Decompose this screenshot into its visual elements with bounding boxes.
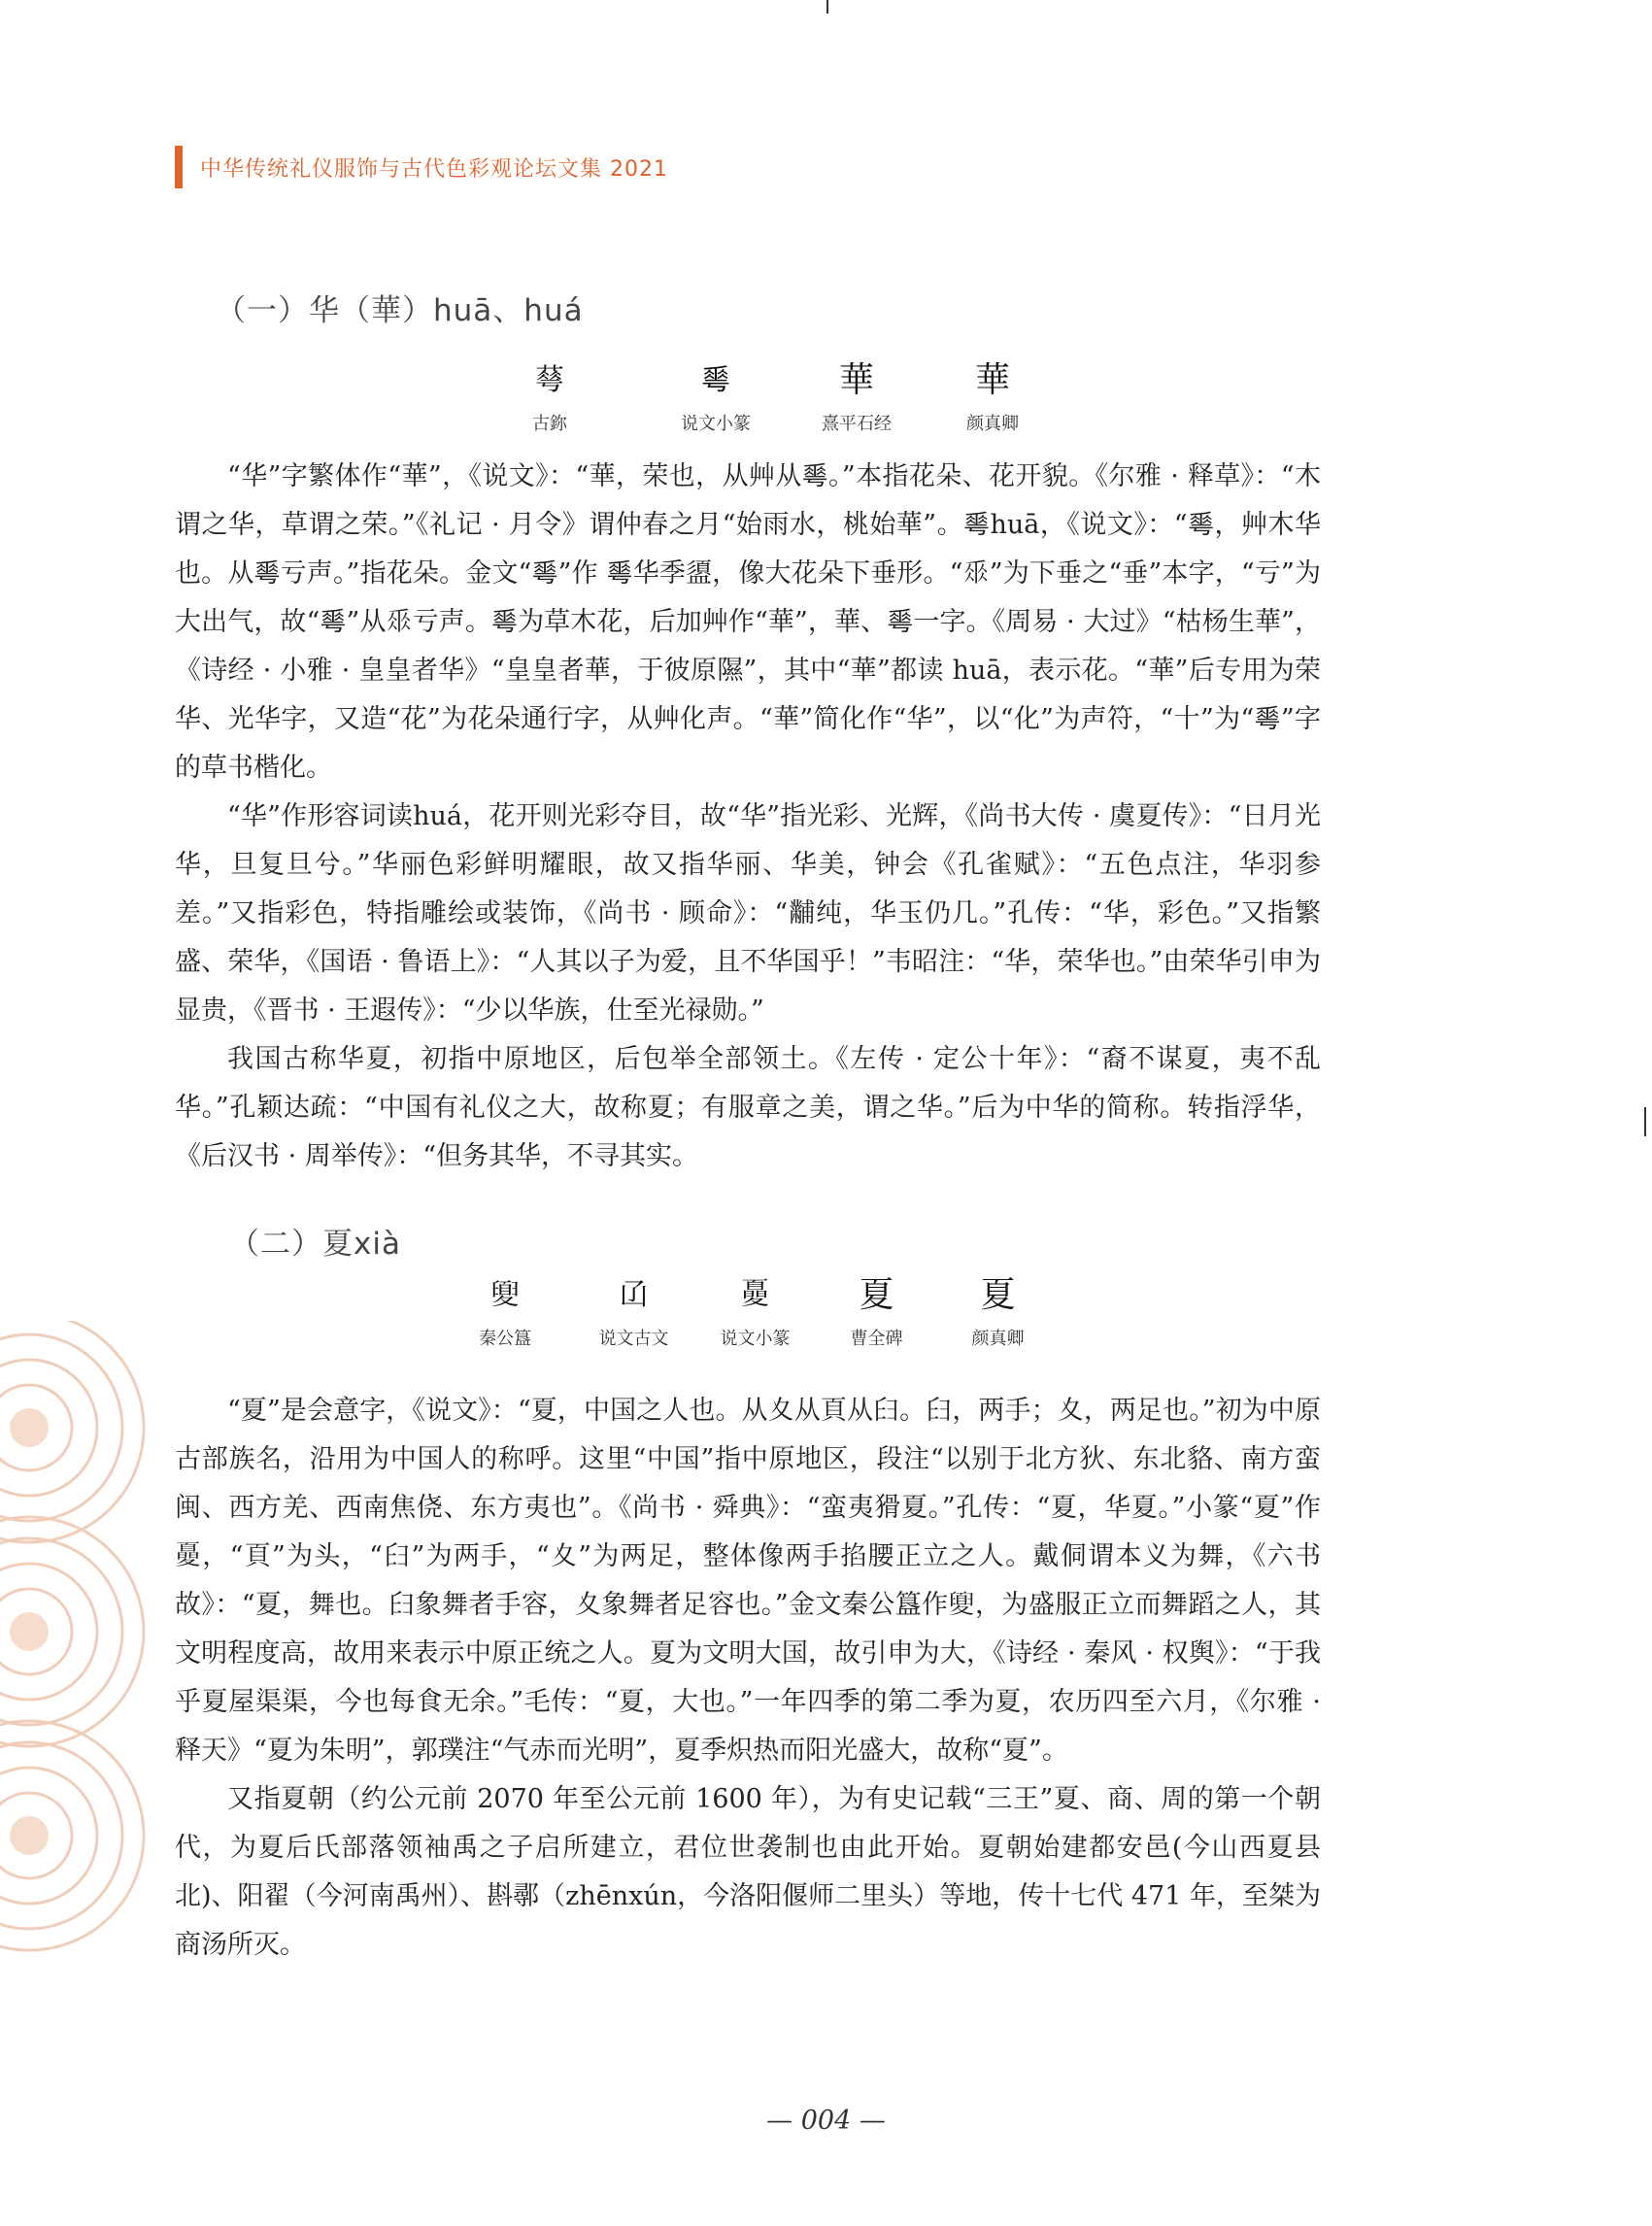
glyph-label: 熹平石经 [822,414,892,434]
section-body-xia [175,1387,1321,1970]
glyph-char: 𠙶 [619,1278,649,1312]
glyph-label: 说文古文 [598,1329,669,1349]
decorative-circle-ornaments [0,1321,155,2098]
paragraph: 我国古称华夏，初指中原地区，后包举全部领土。《左传 · 定公十年》：“裔不谋夏，夷不乱华。”孔颖达疏：“中国有礼仪之大，故称夏；有服章之美，谓之华。”后为中华的简称。转指浮华，《后汉书 · 周举传》：“但务其华，不寻其实。 [175,1044,1321,1171]
glyph-label: 古鉨 [532,414,567,434]
header-accent-bar [175,146,183,188]
page-number: — 004 — [766,2106,886,2136]
glyph-label: 说文小篆 [681,414,751,434]
running-header [175,146,668,188]
glyph-char: 華 [838,360,874,400]
glyph-item [789,357,925,435]
paragraph: “华”作形容词读huá，花开则光彩夺目，故“华”指光彩、光辉，《尚书大传 · 虞夏传》：“日月光华，旦复旦兮。”华丽色彩鲜明耀眼，故又指华丽、华美，钟会《孔雀赋》：“五色点注，华羽参差。”又指彩色，特指雕绘或装饰，《尚书 · 顾命》：“黼纯，华玉仍几。”孔传：“华，彩色。”又指繁盛、荣华，《国语 · 鲁语上》：“人其以子为爱，且不华国乎！”韦昭注：“华，荣华也。”由荣华引申为显贵，《晋书 · 王遐传》：“少以华族，仕至光禄勋。” [175,801,1321,1026]
glyph-label: 颜真卿 [966,414,1019,434]
glyph-item [515,357,585,435]
glyph-item [816,1272,937,1350]
paragraph: 又指夏朝（约公元前 2070 年至公元前 1600 年），为有史记载“三王”夏、商、周的第一个朝代，为夏后氏部落领袖禹之子启所建立，君位世袭制也由此开始。夏朝始建都安邑(今山西夏县北)、阳翟（今河南禹州）、斟鄩（zhēnxún，今洛阳偃师二里头）等地，传十七代 471 年，至桀为商汤所灭。 [175,1784,1321,1960]
paragraph: “华”字繁体作“華”，《说文》：“華，荣也，从艸从𠌶。”本指花朵、花开貌。《尔雅 · 释草》：“木谓之华，草谓之荣。”《礼记 · 月令》谓仲春之月“始雨水，桃始華”。𠌶huā，《说文》：“𠌶，艸木华也。从𠌶亏声。”指花朵。金文“𠌶”作 𠌶华季盨，像大花朵下垂形。“𠂹”为下垂之“垂”本字，“亏”为大出气，故“𠌶”从𠂹亏声。𠌶为草木花，后加艸作“華”，華、𠌶一字。《周易 · 大过》“枯杨生華”，《诗经 · 小雅 · 皇皇者华》“皇皇者華，于彼原隰”，其中“華”都读 huā，表示花。“華”后专用为荣华、光华字，又造“花”为花朵通行字，从艸化声。“華”简化作“华”，以“化”为声符，“十”为“𠌶”字的草书楷化。 [175,461,1321,783]
top-crop-mark [826,0,828,14]
glyph-row-xia [466,1272,1059,1350]
glyph-item [937,1272,1059,1350]
glyph-label: 说文小篆 [720,1329,791,1349]
right-crop-mark [1644,1107,1646,1136]
glyph-item [925,357,1061,435]
glyph-char: 𡕾 [740,1278,770,1312]
paragraph: “夏”是会意字，《说文》：“夏，中国之人也。从夊从頁从𦥑。𦥑，两手；夊，两足也。”初为中原古部族名，沿用为中国人的称呼。这里“中国”指中原地区，段注“以别于北方狄、东北貉、南方蛮闽、西方羌、西南焦侥、东方夷也”。《尚书 · 舜典》：“蛮夷猾夏。”孔传：“夏，华夏。”小篆“夏”作𡕾，“頁”为头，“𦥑”为两手，“夊”为两足，整体像两手掐腰正立之人。戴侗谓本义为舞，《六书故》：“夏，舞也。𦥑象舞者手容，夊象舞者足容也。”金文秦公簋作𡕻，为盛服正立而舞蹈之人，其文明程度高，故用来表示中原正统之人。夏为文明大国，故引申为大，《诗经 · 秦风 · 权舆》：“于我乎夏屋渠渠，今也每食无余。”毛传：“夏，大也。”一年四季的第二季为夏，农历四至六月，《尔雅 · 释天》“夏为朱明”，郭璞注“气赤而光明”，夏季炽热而阳光盛大，故称“夏”。 [175,1396,1321,1766]
glyph-item [643,357,789,435]
glyph-char: 𡕻 [490,1278,520,1312]
section-body-hua [175,453,1321,1181]
glyph-char: 夏 [980,1275,1016,1315]
glyph-label: 颜真卿 [971,1329,1025,1349]
glyph-char: 華 [974,360,1010,400]
glyph-item [573,1272,694,1350]
header-title: 中华传统礼仪服饰与古代色彩观论坛文集 2021 [200,156,668,182]
glyph-char: 夏 [859,1275,894,1315]
glyph-row-hua [515,357,1061,435]
glyph-item [466,1272,544,1350]
section-heading-xia: （二）夏xià [229,1227,401,1262]
glyph-char: 𠌶 [701,363,730,397]
glyph-label: 曹全碑 [850,1329,903,1349]
section-heading-hua: （一）华（華）huā、huá [216,293,584,328]
glyph-item [694,1272,816,1350]
glyph-label: 秦公簋 [479,1329,531,1349]
glyph-char: 䔢 [535,363,564,397]
